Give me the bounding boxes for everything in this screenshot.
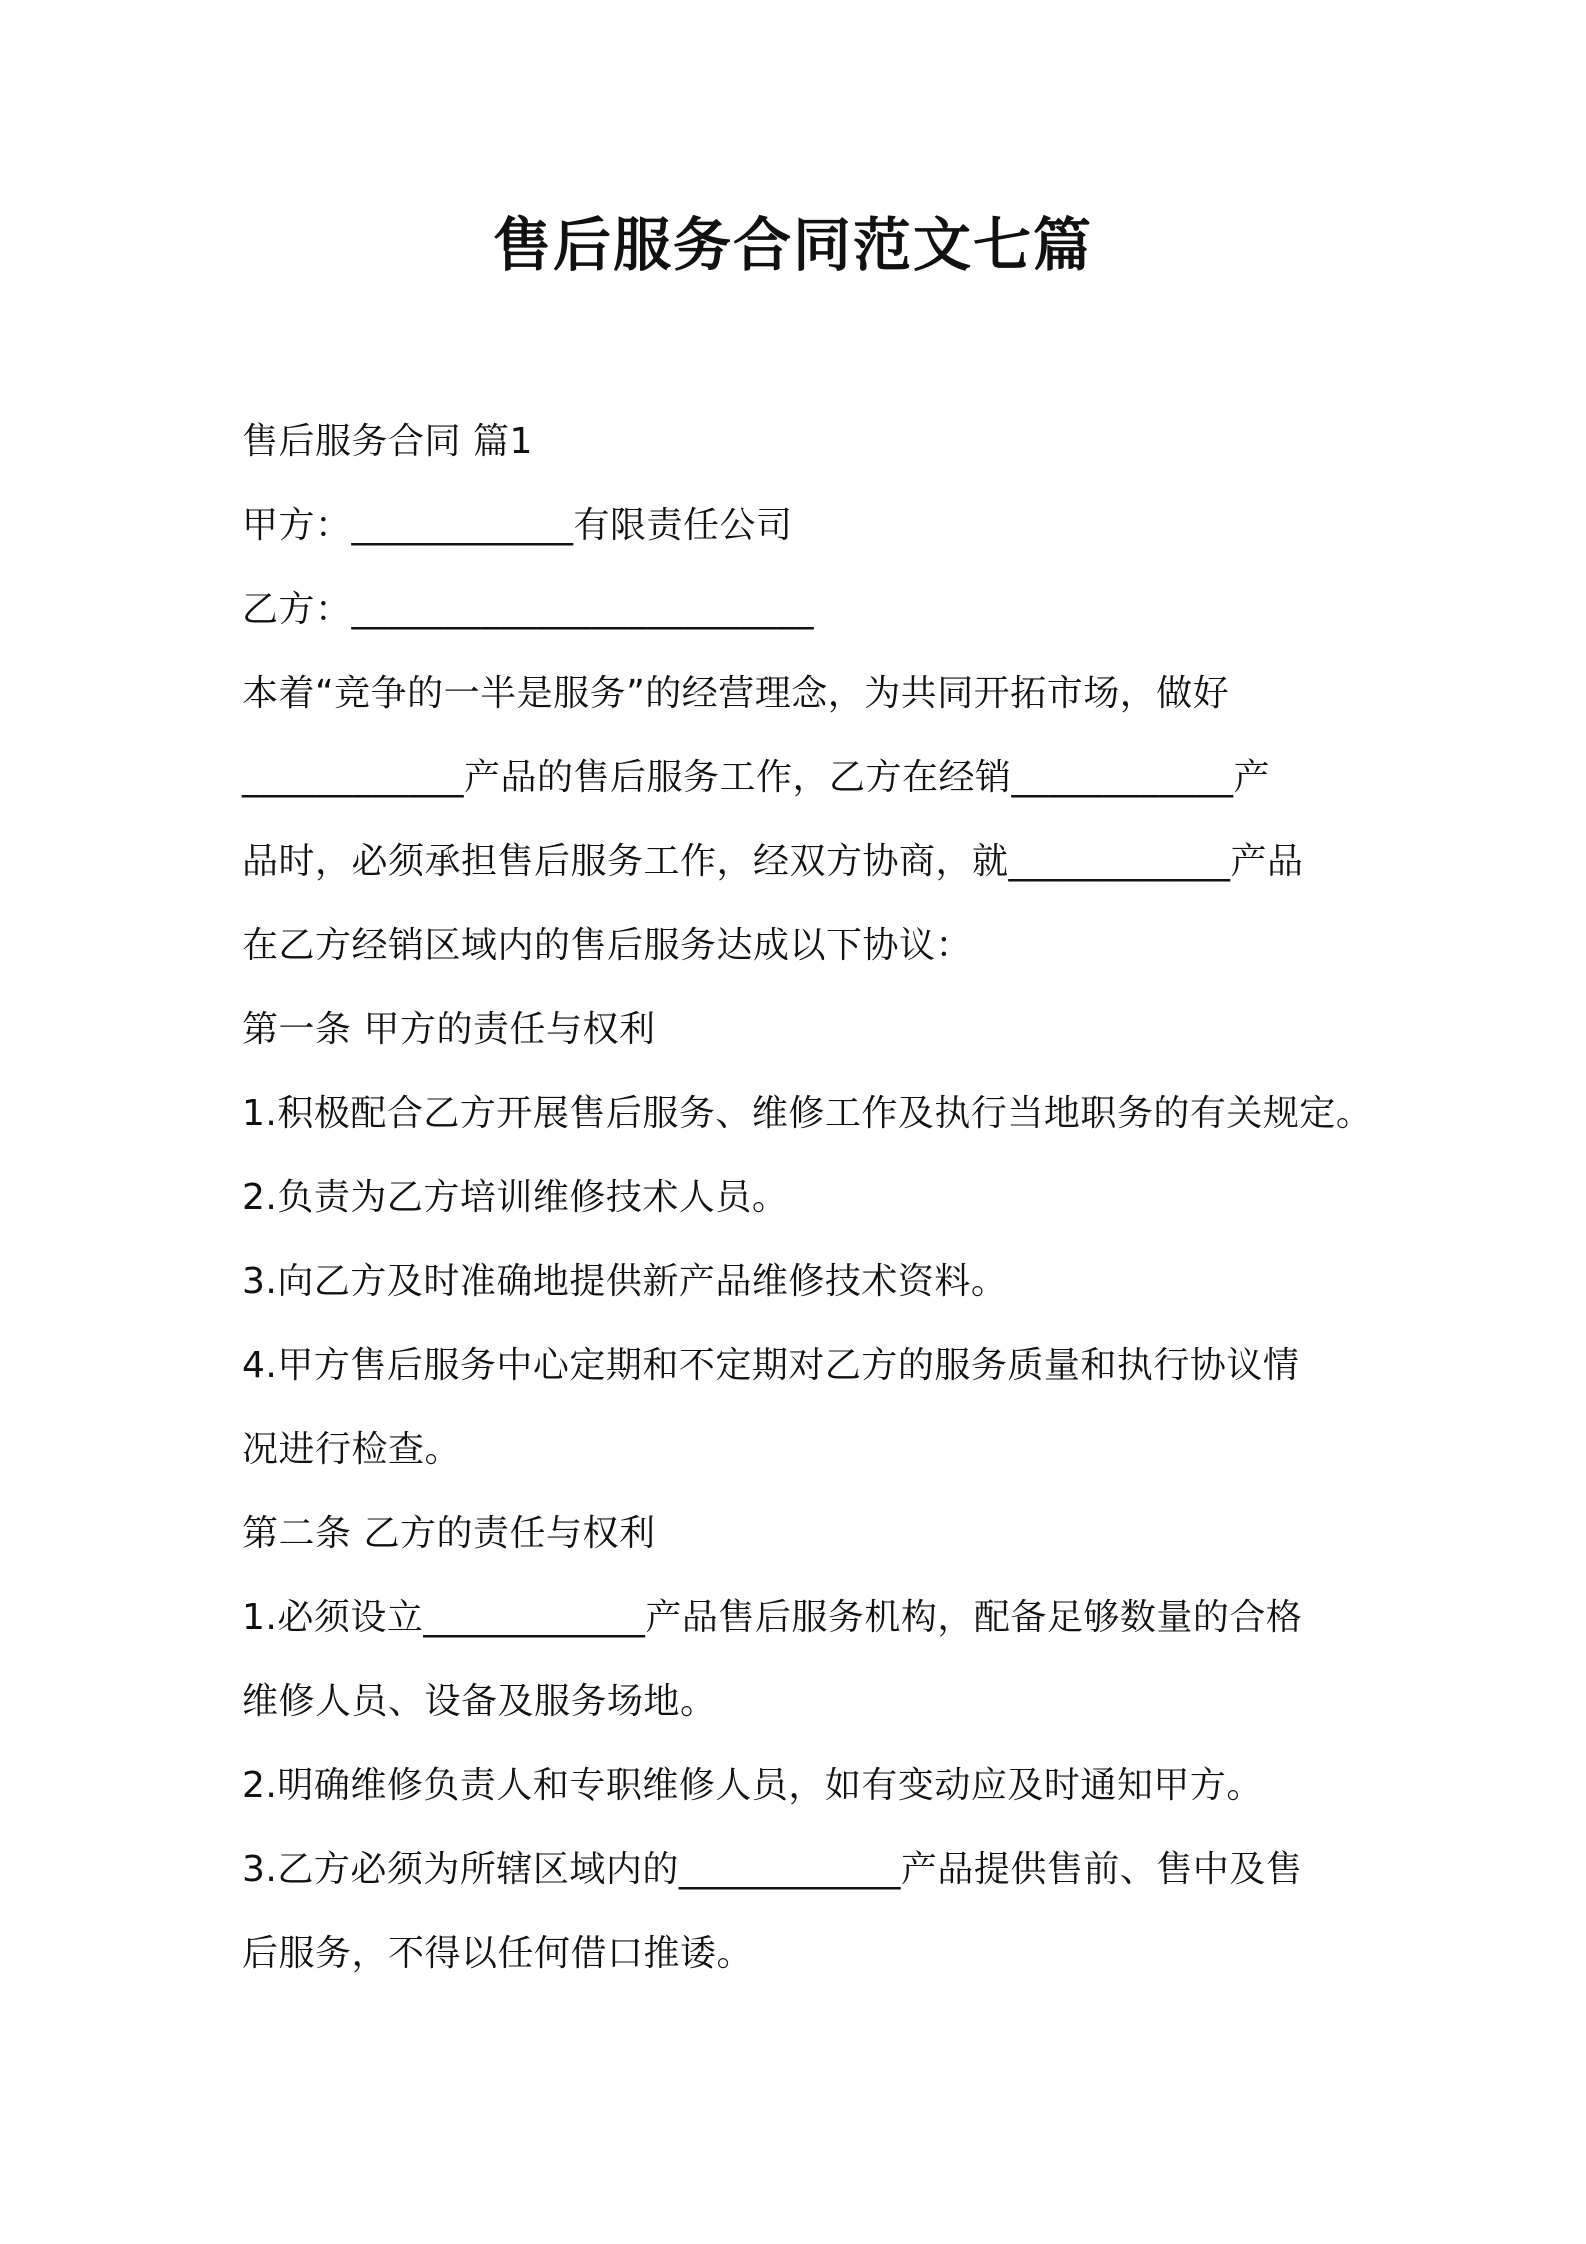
document-body: [242, 400, 1372, 1996]
paragraph-line: 在乙方经销区域内的售后服务达成以下协议：: [242, 925, 973, 966]
paragraph-line: 本着“竞争的一半是服务”的经营理念，为共同开拓市场，做好: [242, 673, 1230, 714]
article-heading: 第一条 甲方的责任与权利: [242, 1009, 656, 1050]
document-title: 售后服务合同范文七篇: [492, 211, 1093, 279]
article-heading: 第二条 乙方的责任与权利: [242, 1513, 656, 1554]
clause-line: 况进行检查。: [242, 1429, 462, 1470]
paragraph-line: ____________产品的售后服务工作，乙方在经销____________产: [242, 757, 1271, 798]
clause-line: 维修人员、设备及服务场地。: [242, 1681, 717, 1722]
clause-line: 2.负责为乙方培训维修技术人员。: [242, 1177, 789, 1218]
clause-line: 4.甲方售后服务中心定期和不定期对乙方的服务质量和执行协议情: [242, 1345, 1300, 1386]
clause-line: 1.积极配合乙方开展售后服务、维修工作及执行当地职务的有关规定。: [242, 1093, 1373, 1134]
clause-line: 2.明确维修负责人和专职维修人员，如有变动应及时通知甲方。: [242, 1765, 1263, 1806]
clause-line: 3.乙方必须为所辖区域内的____________产品提供售前、售中及售: [242, 1849, 1303, 1890]
clause-line: 1.必须设立____________产品售后服务机构，配备足够数量的合格: [242, 1597, 1303, 1638]
party-b-line: 乙方：_________________________: [242, 589, 815, 630]
party-a-line: 甲方：____________有限责任公司: [242, 505, 793, 546]
clause-line: 后服务，不得以任何借口推诿。: [242, 1933, 754, 1974]
section-heading: 售后服务合同 篇1: [242, 421, 533, 462]
clause-line: 3.向乙方及时准确地提供新产品维修技术资料。: [242, 1261, 1008, 1302]
paragraph-line: 品时，必须承担售后服务工作，经双方协商，就____________产品: [242, 841, 1304, 882]
